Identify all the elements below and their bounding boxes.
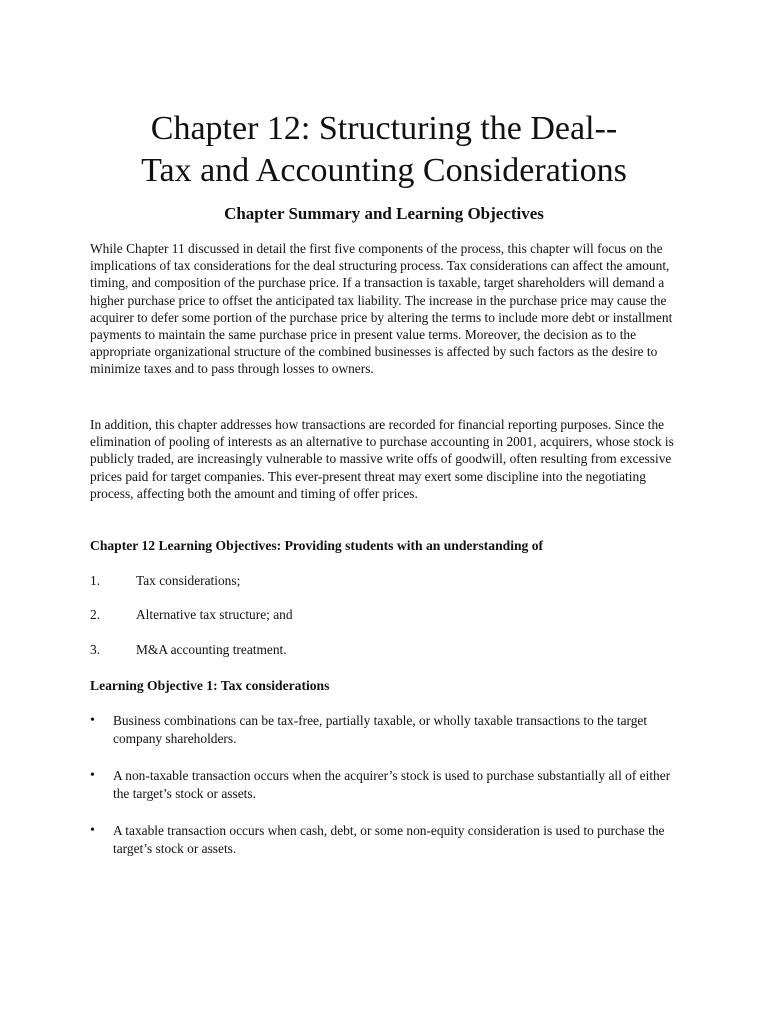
summary-paragraph-1: While Chapter 11 discussed in detail the first five components of the process, this chapter will focus on the implications of tax considerations for the deal structuring process. Tax considerations can affect the amount, timing, and composition of the purchase price. If a transaction is taxable, target shareholders will demand a higher purchase price to offset the anticipated tax liability. The increase in the purchase price may cause the acquirer to defer some portion of the purchase price by altering the terms to include more debt or installment payments to maintain the same purchase price in present value terms. Moreover, the decision as to the appropriate organizational structure of the combined businesses is affected by such factors as the desire to minimize taxes and to pass through losses to owners.	[90, 241, 673, 377]
objective-text: Alternative tax structure; and	[136, 607, 293, 622]
chapter-title	[0, 108, 768, 192]
bullet-icon: •	[90, 823, 95, 838]
objective-number: 3.	[90, 642, 101, 657]
learning-objective-1-heading: Learning Objective 1: Tax considerations	[90, 678, 330, 693]
bullet-icon: •	[90, 713, 95, 728]
chapter-subtitle: Chapter Summary and Learning Objectives	[224, 204, 544, 223]
bullet-text: Business combinations can be tax-free, partially taxable, or wholly taxable transactions to the target company shareholders.	[113, 713, 648, 746]
bullet-icon: •	[90, 768, 95, 783]
summary-paragraph-2: In addition, this chapter addresses how transactions are recorded for financial reporting purposes. Since the elimination of pooling of interests as an alternative to purchase accounting in 2001, acquirers, whose stock is publicly traded, are increasingly vulnerable to massive write offs of goodwill, often resulting from excessive prices paid for target companies. This ever-present threat may exert some discipline into the negotiating process, affecting both the amount and timing of offer prices.	[90, 417, 674, 501]
bullet-text: A non-taxable transaction occurs when the acquirer’s stock is used to purchase substantially all of either the target’s stock or assets.	[113, 768, 671, 801]
objective-text: M&A accounting treatment.	[136, 642, 287, 657]
chapter-title-line-1: Chapter 12: Structuring the Deal--	[150, 110, 618, 147]
chapter-title-line-2: Tax and Accounting Considerations	[141, 152, 627, 189]
objective-number: 1.	[90, 573, 101, 588]
objective-number: 2.	[90, 607, 101, 622]
learning-objectives-heading: Chapter 12 Learning Objectives: Providing students with an understanding of	[90, 538, 544, 553]
bullet-text: A taxable transaction occurs when cash, debt, or some non-equity consideration is used to purchase the target’s stock or assets.	[113, 823, 665, 856]
objective-text: Tax considerations;	[136, 573, 241, 588]
